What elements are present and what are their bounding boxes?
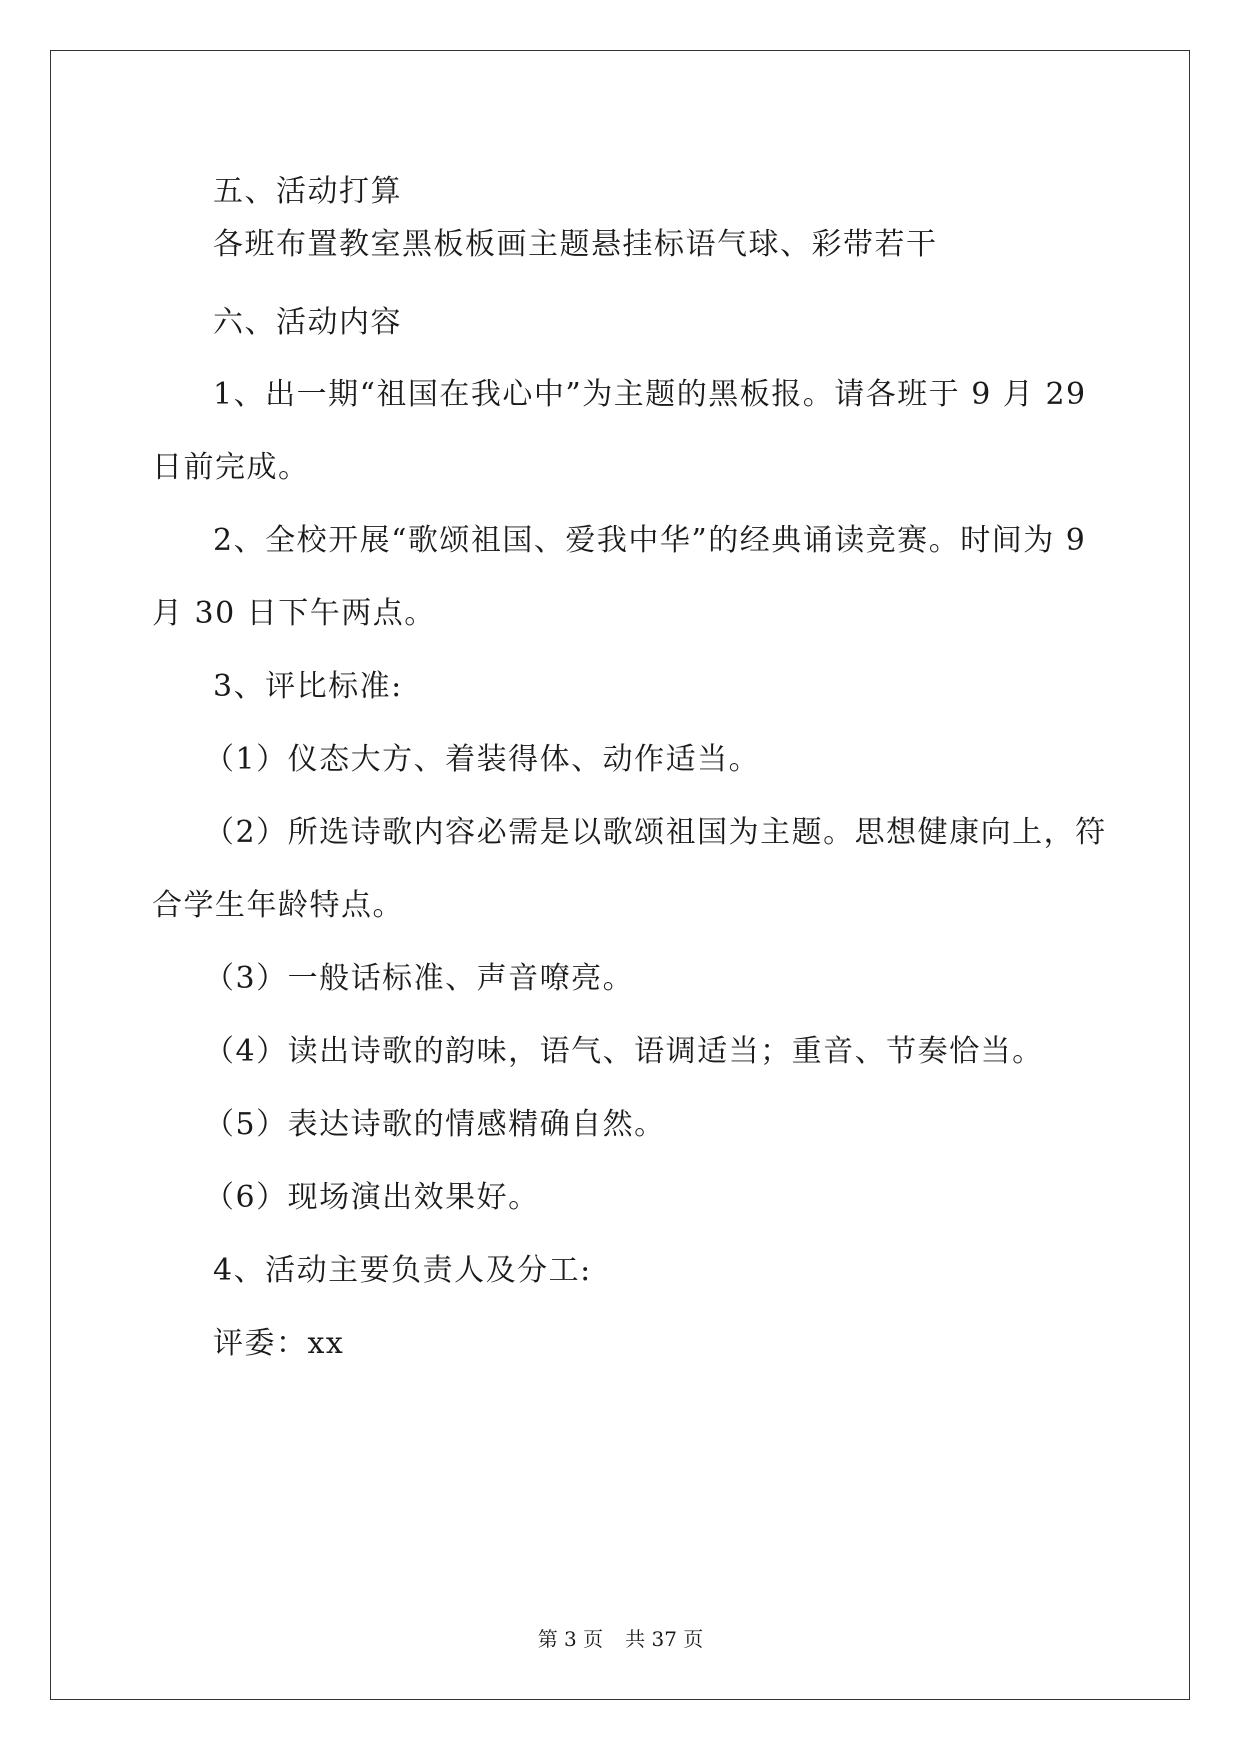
section-heading-6: 六、活动内容 — [213, 305, 402, 340]
page-number-total: 共 37 页 — [625, 1627, 704, 1651]
item-1-line-1: 1、出一期“祖国在我心中”为主题的黑板报。请各班于 9 月 29 — [213, 377, 1087, 412]
item-2-line-1: 2、全校开展“歌颂祖国、爱我中华”的经典诵读竞赛。时间为 9 — [213, 523, 1087, 558]
section-heading-5: 五、活动打算 — [213, 174, 402, 209]
item-2-line-2: 月 30 日下午两点。 — [152, 596, 436, 631]
page-footer — [0, 1627, 1241, 1651]
judges-line: 评委：xx — [213, 1326, 345, 1361]
item-4-heading: 4、活动主要负责人及分工: — [213, 1253, 592, 1288]
item-3-heading: 3、评比标准: — [213, 669, 403, 704]
criterion-4: （4）读出诗歌的韵味，语气、语调适当；重音、节奏恰当。 — [204, 1034, 1044, 1069]
page-border — [50, 50, 1190, 1700]
criterion-2-line-1: （2）所选诗歌内容必需是以歌颂祖国为主题。思想健康向上，符 — [204, 815, 1107, 850]
criterion-1: （1）仪态大方、着装得体、动作适当。 — [204, 742, 761, 777]
criterion-5: （5）表达诗歌的情感精确自然。 — [204, 1107, 666, 1142]
criterion-2-line-2: 合学生年龄特点。 — [152, 888, 404, 923]
preparation-text: 各班布置教室黑板板画主题悬挂标语气球、彩带若干 — [213, 227, 938, 262]
criterion-3: （3）一般话标准、声音嘹亮。 — [204, 961, 635, 996]
criterion-6: （6）现场演出效果好。 — [204, 1180, 540, 1215]
page-number-current: 第 3 页 — [537, 1627, 604, 1651]
item-1-line-2: 日前完成。 — [152, 450, 310, 485]
